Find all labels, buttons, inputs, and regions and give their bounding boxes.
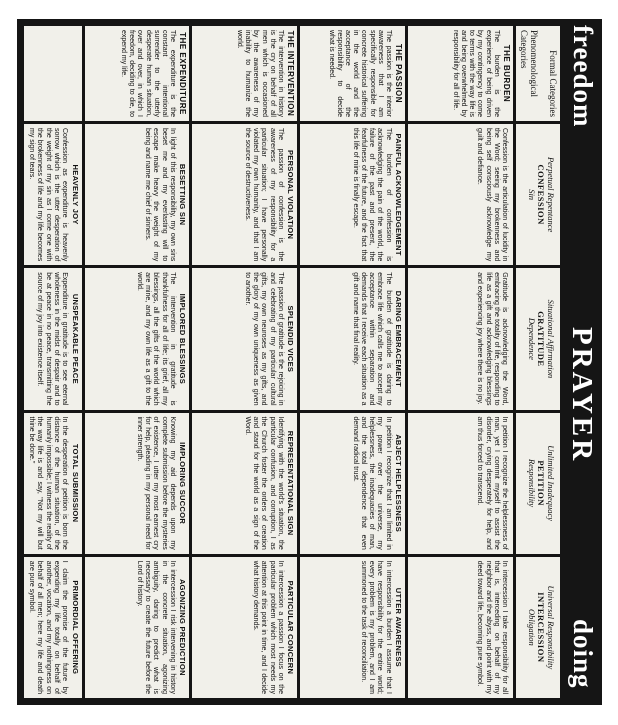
row-description: The passion is the interior awareness that I am specifically responsible for concrete historical suffering in the world and the acceptance of the responsibility to decide what is needed. bbox=[327, 30, 392, 117]
grid-cell bbox=[192, 268, 297, 409]
row-header-empty bbox=[24, 26, 82, 121]
corner-cell bbox=[516, 26, 560, 121]
column-subtitle: Unlimited Inadequacy bbox=[546, 445, 556, 522]
grid-cell bbox=[85, 268, 190, 409]
grid-cell bbox=[85, 124, 190, 265]
cell-text: Identifying with the world's situation, the particular confusion, and corruption, I as the Church foster the orders of creation and stand for the world as a sign of the Word. bbox=[243, 416, 284, 550]
cell-title: PRIMORDIAL OFFERING bbox=[70, 580, 80, 675]
cell-text: In intercession a passion I focus on the particular problem which most needs my attention at this point in time, and I decide what history demands. bbox=[252, 560, 284, 694]
cell-title: AGONIZING PREDICTION bbox=[178, 578, 188, 676]
column-subtitle: Universal Responsibility bbox=[546, 585, 556, 670]
cell-title: PAINFUL ACKNOWLEDGEMENT bbox=[394, 133, 404, 256]
grid-cell bbox=[408, 557, 513, 698]
cell-text: I claim the promise of the future by expending my life totally on behalf of another, vocation, and my nothingness on behalf of all men; here my life and death are pure symbol. bbox=[28, 560, 69, 694]
grid-cell bbox=[24, 557, 82, 698]
grid-cell bbox=[85, 413, 190, 554]
row-description: The burden is the experience of being driven by my contingency to come to terms with the way life is and being overwhelmed by responsibility for all of life. bbox=[451, 30, 500, 117]
cell-text: The burden of confession is acknowledging the pain of the world, the failure of the past and present, the fearfulness of the future, and the fact that this life of mine is finally escape. bbox=[351, 128, 392, 262]
cell-text: In intercession I take responsibility for all that is, interceding on behalf of my neighbor and the abyss, and point with my deed toward life, becoming pure symbol. bbox=[476, 560, 508, 694]
column-header-gratitude bbox=[516, 268, 560, 409]
formal-categories-label: Formal Categories bbox=[548, 50, 558, 117]
grid-cell bbox=[24, 268, 82, 409]
grid-cell bbox=[85, 557, 190, 698]
grid-cell bbox=[300, 413, 405, 554]
cell-text: In intercession a burden I assume that I have responsibility for the entire world; every problem is my problem, and I am summoned to the task of reconciliation. bbox=[360, 560, 392, 694]
prayer-grid bbox=[24, 26, 560, 698]
cell-text: Confession as expenditure is heavenly sorrow which is the utter desperation of the weight of my sin as I come one with the brokenness of life and my life becomes my sign of tears. bbox=[28, 128, 69, 262]
column-theme: Dependence bbox=[527, 317, 537, 360]
grid-cell bbox=[192, 557, 297, 698]
cell-title: IMPLORING SUCCOR bbox=[178, 442, 188, 525]
cell-title: BESETTING SIN bbox=[178, 163, 188, 226]
cell-title: HEAVENLY JOY bbox=[70, 164, 80, 225]
row-title: THE INTERVENTION bbox=[286, 30, 296, 117]
grid-cell bbox=[300, 557, 405, 698]
document-sheet bbox=[17, 19, 602, 705]
cell-title: PERSONAL VIOLATION bbox=[286, 149, 296, 240]
cell-text: The passion of gratitude is the rejoicing in and celebrating of my particular cultural gifts, my own neuroses as my gifts, and the glory of my own uniqueness as given to another. bbox=[243, 272, 284, 406]
phenomenological-categories-label: Phenomenological Categories bbox=[519, 30, 539, 97]
row-title: THE BURDEN bbox=[502, 44, 511, 103]
cell-text: Knowing my aid depends upon my complete submission before the mysteries of existence, I utter my most earnest cry for help, pleading in my personal need for inner strength. bbox=[136, 416, 176, 550]
cell-text: The intervention in gratitude is thankfulness for all of life; its grief, all my blessings, all the gifts of the world which are mine, and my own life as a gift to the world. bbox=[136, 272, 176, 406]
column-subtitle: Situational Affirmation bbox=[546, 299, 556, 379]
cell-title: DARING EMBRACEMENT bbox=[394, 290, 404, 387]
column-header-intercession bbox=[516, 557, 560, 698]
column-title: PETITION bbox=[536, 460, 547, 506]
title-doing: doing bbox=[568, 619, 598, 689]
grid-cell bbox=[300, 124, 405, 265]
cell-title: UTTER AWARENESS bbox=[394, 587, 404, 667]
cell-text: In intercession I risk intervening in history in the concrete situation, agonizing ambiguity, daring to predict what is necessary to create the future before the Lord of history. bbox=[136, 560, 176, 694]
cell-title: TOTAL SUBMISSION bbox=[70, 443, 80, 523]
column-title: INTERCESSION bbox=[536, 592, 547, 663]
row-header-intervention bbox=[192, 26, 297, 121]
column-title: CONFESSION bbox=[536, 164, 547, 225]
cell-text: Expenditure in gratitude is to see eternal wholeness in the midst of despair and to be at peace in no peace, transmitting the source of my joy into existence itself. bbox=[36, 272, 69, 406]
column-theme: Obligation bbox=[527, 608, 537, 646]
row-header-expenditure bbox=[85, 26, 190, 121]
grid-cell bbox=[300, 268, 405, 409]
grid-cell bbox=[192, 413, 297, 554]
cell-title: UNSPEAKABLE PEACE bbox=[70, 293, 80, 384]
cell-title: PARTICULAR CONCERN bbox=[286, 580, 296, 675]
cell-title: IMPLORED BLESSINGS bbox=[178, 293, 188, 385]
column-title: GRATITUDE bbox=[536, 311, 547, 367]
cell-text: In petition I recognize that I am limited in my power over the universe, my helplessness, the inadequacies of man, and the total dependence that even demand radical trust. bbox=[351, 416, 392, 550]
rotated-chart bbox=[17, 19, 602, 705]
cell-text: In petition I recognize the helplessness of man, yet I commit myself to assist the disorder, crying desperately for help, and am thus forced to transcend. bbox=[476, 416, 508, 550]
title-prayer: PRAYER bbox=[566, 327, 598, 464]
grid-cell bbox=[24, 124, 82, 265]
column-subtitle: Perpetual Repentance bbox=[546, 156, 556, 233]
column-header-confession bbox=[516, 124, 560, 265]
grid-cell bbox=[192, 124, 297, 265]
column-theme: Responsibility bbox=[527, 459, 537, 508]
row-description: The expenditure is the constant intentional surrender to the utterly desperate human situation, over and over, in which I freedom, deciding to die, to expend my life. bbox=[119, 30, 177, 117]
cell-title: ABJECT HELPLESSNESS bbox=[394, 434, 404, 533]
title-freedom: freedom bbox=[568, 25, 598, 128]
cell-text: Confession is the articulation of lucidity in the Word; seeing my brokenness and being self consciously acknowledge my guilt and defiance. bbox=[476, 128, 508, 262]
column-theme: Sin bbox=[527, 189, 537, 201]
row-title: THE PASSION bbox=[394, 43, 404, 104]
grid-cell bbox=[24, 413, 82, 554]
column-header-petition bbox=[516, 413, 560, 554]
row-title: THE EXPENDITURE bbox=[178, 32, 188, 115]
grid-cell bbox=[408, 268, 513, 409]
cell-text: In light of this responsibility, my own sins beset me and my everlasting will to escape make heavy the weight of my being and name me chief of sinners. bbox=[144, 128, 176, 262]
row-description: The intervention in history is the cry on behalf of all men which is occasioned by the awareness of my inability to humanize the world. bbox=[236, 30, 285, 117]
cell-text: Gratitude is acknowledging the Word, embracing the totality of life, responding to life as a gift and acknowledging blessings and experiencing joy where there is no joy. bbox=[476, 272, 508, 406]
grid-cell bbox=[408, 124, 513, 265]
cell-title: SPLENDID VICES bbox=[286, 305, 296, 373]
grid-cell bbox=[408, 413, 513, 554]
cell-title: REPRESENTATIONAL SIGN bbox=[286, 430, 296, 536]
cell-text: The passion of confession is the awareness of my responsibility for a particular situation; I have personally violated my own humanity, and that I am the source of destructiveness. bbox=[243, 128, 284, 262]
row-header-burden bbox=[408, 26, 513, 121]
row-header-passion bbox=[300, 26, 405, 121]
cell-text: In the desperation of petition is born the distance of the human situation, of the humanly impossible; I witness the reality of the way life is and say, "Not my will but thine be done." bbox=[28, 416, 69, 550]
cell-text: The burden of gratitude is daring to embrace life which calls me to accept my acceptance within separation and demands that I receive each situation as a gift and name that final reality. bbox=[351, 272, 392, 406]
